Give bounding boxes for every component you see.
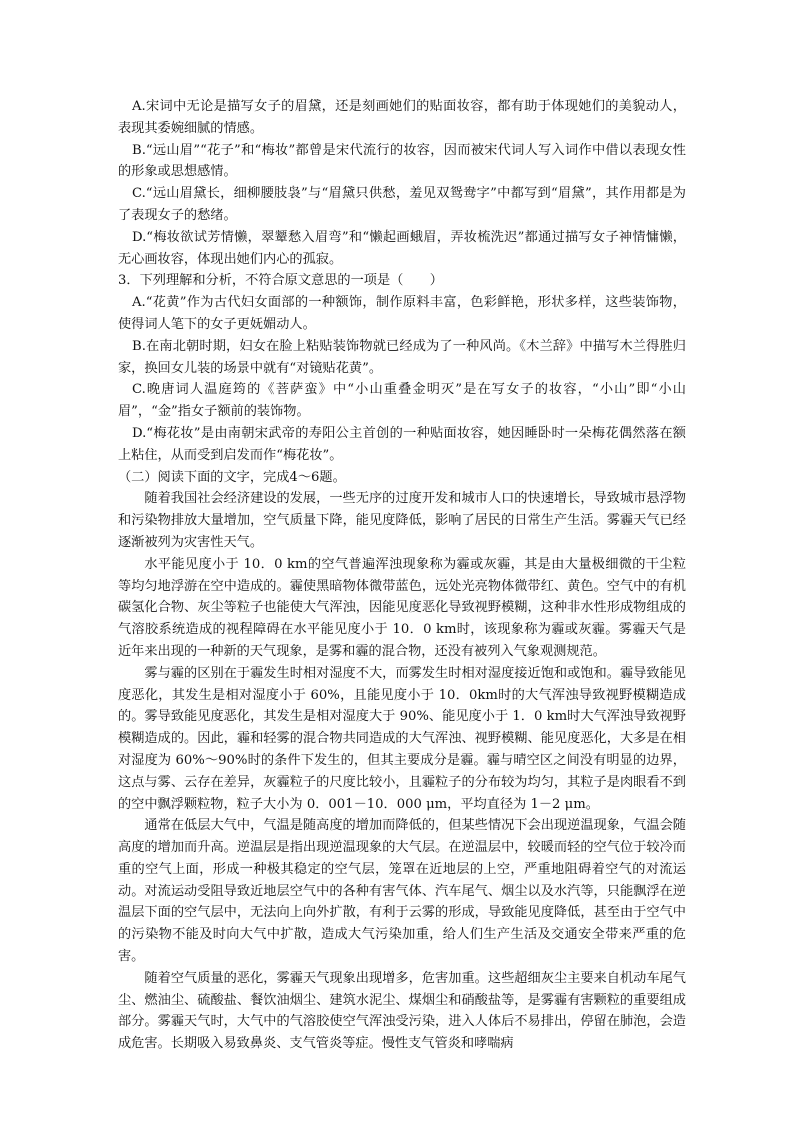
document-page [118, 96, 686, 1055]
q2-option-b: B.“远山眉”“花子”和“梅妆”都曾是宋代流行的妆容，因而被宋代词人写入词作中借以表现女性的形象或思想感情。 [118, 142, 686, 180]
q3-option-c: C.晚唐词人温庭筠的《菩萨蛮》中“小山重叠金明灭”是在写女子的妆容，“小山”即“小山眉”，“金”指女子额前的装饰物。 [118, 382, 686, 420]
q3-stem: 3．下列理解和分析，不符合原文意思的一项是（ ） [118, 273, 443, 289]
passage-paragraph-2: 水平能见度小于 10．0 km的空气普遍浑浊现象称为霾或灰霾，其是由大量极细微的干尘粒等均匀地浮游在空中造成的。霾使黑暗物体微带蓝色，远处光亮物体微带红、黄色。空气中的有机碳氢化合物、灰尘等粒子也能使大气浑浊，因能见度恶化导致视野模糊，这种非水性形成物组成的气溶胶系统造成的视程障碍在水平能见度小于 10．0 km时，该现象称为霾或灰霾。雾霾天气是近年来出现的一种新的天气现象，是雾和霾的混合物，还没有被列入气象观测规范。 [118, 556, 686, 659]
passage-paragraph-1: 随着我国社会经济建设的发展，一些无序的过度开发和城市人口的快速增长，导致城市悬浮物和污染物排放大量增加，空气质量下降，能见度降低，影响了居民的日常生产生活。雾霾天气已经逐渐被列为灾害性天气。 [118, 491, 686, 550]
q2-option-d: D.“梅妆欲试芳情懒，翠颦愁入眉弯”和“懒起画蛾眉，弄妆梳洗迟”都通过描写女子神情慵懒，无心画妆容，体现出她们内心的孤寂。 [118, 229, 686, 267]
q2-option-c: C.“远山眉黛长，细柳腰肢袅”与“眉黛只供愁，羞见双鸳鸯字”中都写到“眉黛”，其作用都是为了表现女子的愁绪。 [118, 186, 686, 223]
question-2-options [118, 96, 686, 270]
passage-paragraph-3: 雾与霾的区别在于霾发生时相对湿度不大，而雾发生时相对湿度接近饱和或饱和。霾导致能见度恶化，其发生是相对湿度小于 60%，且能见度小于 10．0km时的大气浑浊导致视野模糊造成的。雾导致能见度恶化，其发生是相对湿度大于 90%、能见度小于 1．0 km时大气浑浊导致视野模糊造成的。因此，霾和轻雾的混合物共同造成的大气浑浊、视野模糊、能见度恶化，大多是在相对湿度为 60%～90%时的条件下发生的，但其主要成分是霾。霾与晴空区之间没有明显的边界，这点与雾、云存在差异，灰霾粒子的尺度比较小，且霾粒子的分布较为均匀，其粒子是肉眼看不到的空中飘浮颗粒物，粒子大小为 0．001－10．000 μm，平均直径为 1－2 μm。 [118, 665, 686, 812]
passage-paragraph-5: 随着空气质量的恶化，雾霾天气现象出现增多，危害加重。这些超细灰尘主要来自机动车尾气尘、燃油尘、硫酸盐、餐饮油烟尘、建筑水泥尘、煤烟尘和硝酸盐等，是雾霾有害颗粒的重要组成部分。雾霾天气时，大气中的气溶胶使空气浑浊受污染，进入人体后不易排出，停留在肺泡，会造成危害。长期吸入易致鼻炎、支气管炎等症。慢性支气管炎和哮喘病 [118, 970, 686, 1052]
section-heading: （二）阅读下面的文字，完成4～6题。 [118, 469, 346, 485]
q2-option-a: A.宋词中无论是描写女子的眉黛，还是刻画她们的贴面妆容，都有助于体现她们的美貌动人，表现其委婉细腻的情感。 [118, 99, 686, 136]
q3-option-d: D.“梅花妆”是由南朝宋武帝的寿阳公主首创的一种贴面妆容，她因睡卧时一朵梅花偶然落在额上粘住，从而受到启发而作“梅花妆”。 [118, 425, 686, 463]
q3-option-b: B.在南北朝时期，妇女在脸上粘贴装饰物就已经成为了一种风尚。《木兰辞》中描写木兰得胜归家，换回女儿装的场景中就有“对镜贴花黄”。 [118, 338, 686, 376]
question-3 [118, 270, 686, 466]
passage-paragraph-4: 通常在低层大气中，气温是随高度的增加而降低的，但某些情况下会出现逆温现象，气温会随高度的增加而升高。逆温层是指出现逆温现象的大气层。在逆温层中，较暖而轻的空气位于较冷而重的空气上面，形成一种极其稳定的空气层，笼罩在近地层的上空，严重地阻碍着空气的对流运动。对流运动受阻导致近地层空气中的各种有害气体、汽车尾气、烟尘以及水汽等，只能飘浮在逆温层下面的空气层中，无法向上向外扩散，有利于云雾的形成，导致能见度降低，甚至由于空气中的污染物不能及时向大气中扩散，造成大气污染加重，给人们生产生活及交通安全带来严重的危害。 [118, 818, 686, 965]
q3-option-a: A.“花黄”作为古代妇女面部的一种额饰，制作原料丰富，色彩鲜艳，形状多样，这些装饰物，使得词人笔下的女子更妩媚动人。 [118, 295, 686, 332]
section-2 [118, 467, 686, 1056]
